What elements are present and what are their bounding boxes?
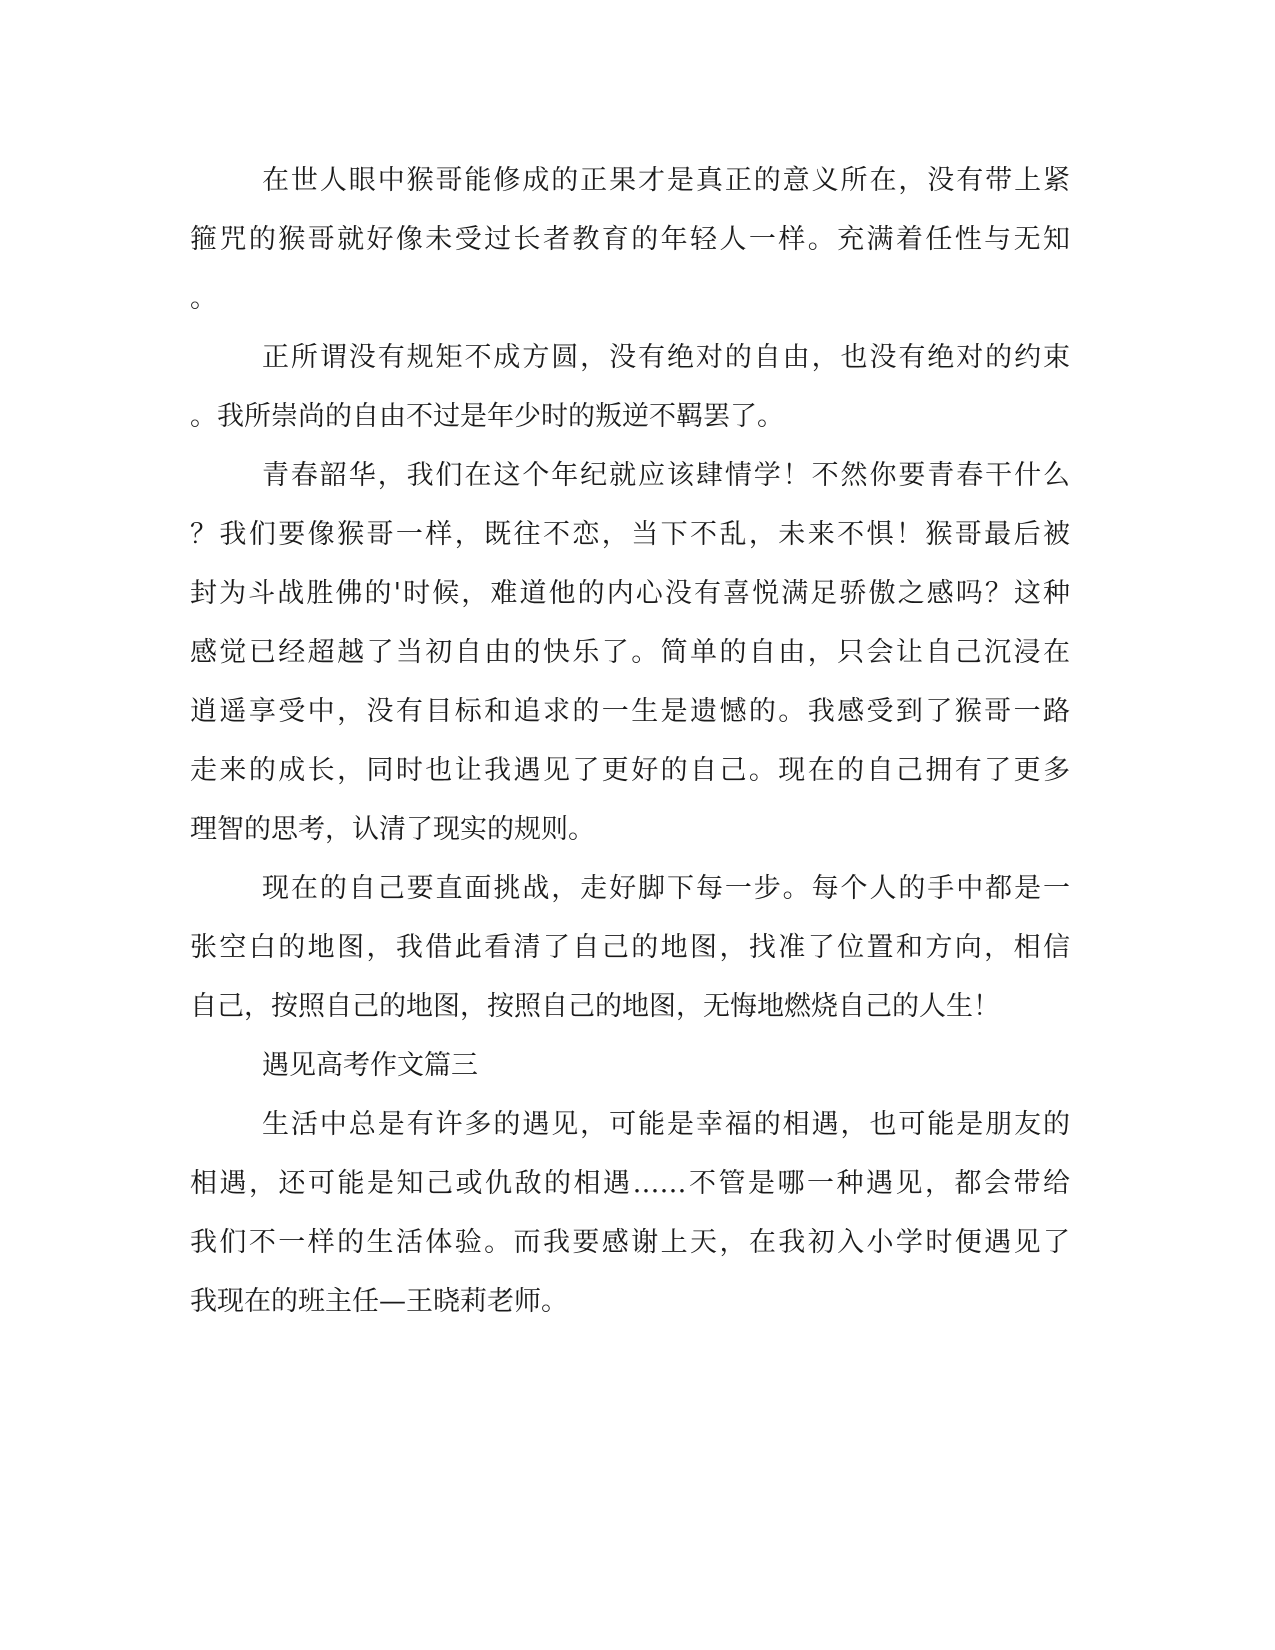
- text-line: 正所谓没有规矩不成方圆，没有绝对的自由，也没有绝对的约束: [262, 342, 1070, 373]
- text-line: 我现在的班主任—王晓莉老师。: [190, 1286, 568, 1317]
- text-line: 箍咒的猴哥就好像未受过长者教育的年轻人一样。充满着任性与无知: [190, 224, 1070, 255]
- text-line: 逍遥享受中，没有目标和追求的一生是遗憾的。我感受到了猴哥一路: [190, 696, 1070, 727]
- text-line: 生活中总是有许多的遇见，可能是幸福的相遇，也可能是朋友的: [262, 1109, 1070, 1140]
- section-heading: 遇见高考作文篇三: [262, 1050, 478, 1081]
- text-line: 走来的成长，同时也让我遇见了更好的自己。现在的自己拥有了更多: [190, 755, 1070, 786]
- text-line: ？我们要像猴哥一样，既往不恋，当下不乱，未来不惧！猴哥最后被: [190, 519, 1070, 550]
- text-line: 青春韶华，我们在这个年纪就应该肆情学！不然你要青春干什么: [262, 460, 1070, 491]
- text-line: 。: [190, 283, 217, 314]
- text-line: 感觉已经超越了当初自由的快乐了。简单的自由，只会让自己沉浸在: [190, 637, 1070, 668]
- text-line: 。我所崇尚的自由不过是年少时的叛逆不羁罢了。: [190, 401, 784, 432]
- text-line: 封为斗战胜佛的'时候，难道他的内心没有喜悦满足骄傲之感吗？这种: [190, 578, 1070, 609]
- text-line: 自己，按照自己的地图，按照自己的地图，无悔地燃烧自己的人生！: [190, 991, 1000, 1022]
- text-line: 张空白的地图，我借此看清了自己的地图，找准了位置和方向，相信: [190, 932, 1070, 963]
- text-line: 相遇，还可能是知己或仇敌的相遇……不管是哪一种遇见，都会带给: [190, 1168, 1070, 1199]
- text-line: 现在的自己要直面挑战，走好脚下每一步。每个人的手中都是一: [262, 873, 1070, 904]
- text-line: 理智的思考，认清了现实的规则。: [190, 814, 595, 845]
- text-line: 我们不一样的生活体验。而我要感谢上天，在我初入小学时便遇见了: [190, 1227, 1070, 1258]
- text-line: 在世人眼中猴哥能修成的正果才是真正的意义所在，没有带上紧: [262, 165, 1070, 196]
